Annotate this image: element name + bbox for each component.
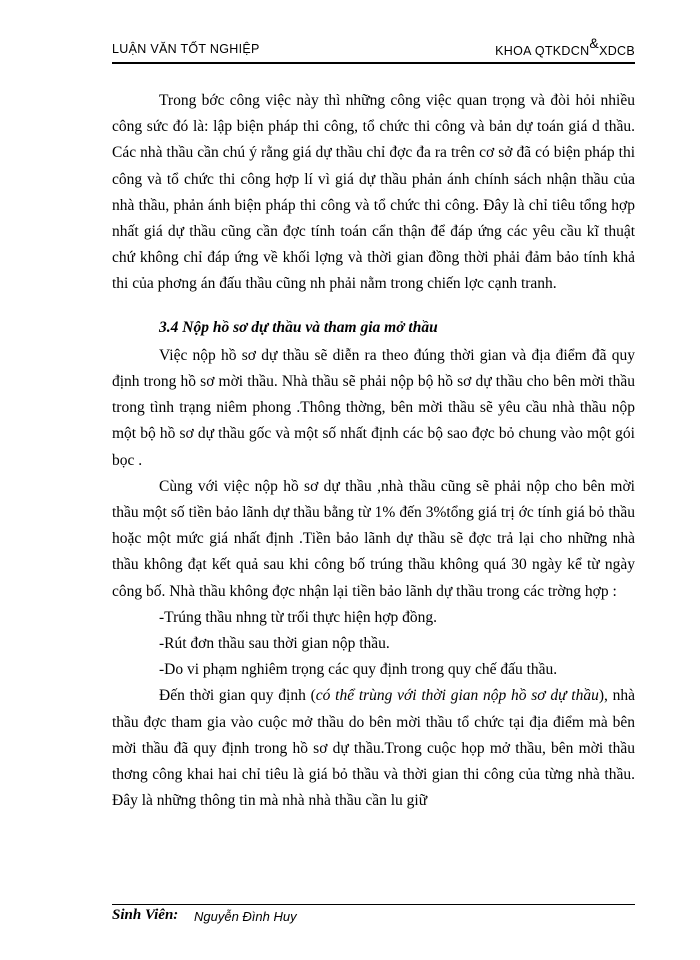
list-item: -Rút đơn thầu sau thời gian nộp thầu. bbox=[159, 635, 390, 653]
header-faculty-prefix: KHOA QTKDCN bbox=[495, 44, 590, 58]
paragraph-bid-opening bbox=[112, 683, 635, 814]
section-heading: 3.4 Nộp hồ sơ dự thầu và tham gia mở thầu bbox=[159, 318, 438, 336]
paragraph-submission: Việc nộp hồ sơ dự thầu sẽ diễn ra theo đúng thời gian và địa điểm đã quy định trong hồ sơ mời thầu. Nhà thầu sẽ phải nộp bộ hồ sơ dự thầu cho bên mời thầu trong tình trạng niêm phong .Thông thờng, bên mời thầu sẽ yêu cầu nhà thầu nộp một bộ hồ sơ dự thầu gốc và một số nhất định các bộ sao đợc bỏ chung vào một gói bọc . bbox=[112, 346, 635, 469]
header-ampersand: & bbox=[589, 35, 600, 51]
page-footer bbox=[112, 904, 635, 924]
header-thesis-title: LUẬN VĂN TỐT NGHIỆP bbox=[112, 42, 260, 56]
header-faculty-suffix: XDCB bbox=[599, 44, 635, 58]
paragraph-bid-guarantee: Cùng với việc nộp hồ sơ dự thầu ,nhà thầu cũng sẽ phải nộp cho bên mời thầu một số tiền bảo lãnh dự thầu bằng từ 1% đến 3%tổng giá trị ớc tính giá bỏ thầu hoặc một mức giá nhất định .Tiền bảo lãnh dự thầu sẽ đợc trả lại cho những nhà thầu không đạt kết quả sau khi công bố trúng thầu không quá 30 ngày kể từ ngày công bố. Nhà thầu không đợc nhận lại tiền bảo lãnh dự thầu trong các trờng hợp : bbox=[112, 477, 635, 600]
page-header bbox=[112, 35, 635, 64]
footer-student-label: Sinh Viên: bbox=[112, 907, 179, 923]
footer-student-name: Nguyễn Đình Huy bbox=[194, 909, 297, 924]
header-faculty bbox=[495, 35, 635, 58]
paragraph-bidding-work: Trong bớc công việc này thì những công việc quan trọng và đòi hỏi nhiều công sức đó là: lập biện pháp thi công, tổ chức thi công và bản dự toán giá d thầu. Các nhà thầu cần chú ý rằng giá dự thầu chỉ đợc đa ra trên cơ sở đã có biện pháp thi công và tổ chức thi công hợp lí vì giá dự thầu phản ánh chính sách nhận thầu của nhà thầu, phản ánh biện pháp thi công và tổ chức thi công. Đây là chỉ tiêu tổng hợp nhất giá dự thầu cũng cần đợc tính toán cẩn thận để đáp ứng các yêu cầu kĩ thuật chứ không chỉ đáp ứng về khối lợng và thời gian đồng thời phải đảm bảo tính khả thi của phơng án đấu thầu cũng nh phải nằm trong chiến lợc cạnh tranh. bbox=[112, 92, 635, 293]
list-item: -Trúng thầu nhng từ trối thực hiện hợp đồng. bbox=[159, 608, 438, 626]
list-item: -Do vi phạm nghiêm trọng các quy định trong quy chế đấu thầu. bbox=[159, 661, 558, 679]
document-body bbox=[112, 88, 635, 814]
paragraph-bid-opening-end: ), nhà thầu đợc tham gia vào cuộc mở thầu do bên mời thầu tổ chức tại địa điểm mà bên mời thầu đã quy định trong hồ sơ dự thầu.Trong cuộc họp mở thầu, bên mời thầu thơng công khai hai chỉ tiêu là giá bỏ thầu và thời gian thi công của từng nhà thầu. Đây là những thông tin mà nhà nhà thầu cần lu giữ bbox=[112, 687, 635, 810]
paragraph-bid-opening-start: Đến thời gian quy định ( bbox=[159, 687, 316, 705]
paragraph-bid-opening-italic: có thể trùng với thời gian nộp hồ sơ dự thầu bbox=[315, 687, 599, 705]
